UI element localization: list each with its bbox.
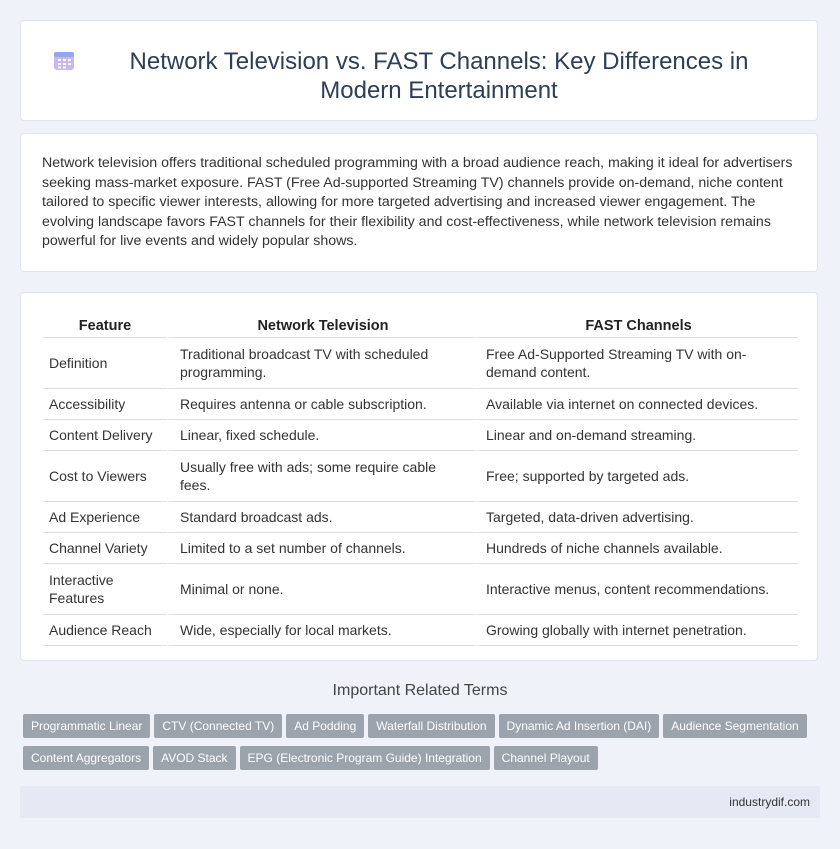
column-header-fast: FAST Channels — [476, 315, 798, 338]
table-row — [43, 502, 798, 533]
table-row — [43, 389, 798, 420]
term-tag[interactable]: Ad Podding — [286, 714, 364, 738]
term-tag[interactable]: Content Aggregators — [23, 746, 149, 770]
table-cell: Requires antenna or cable subscription. — [167, 389, 476, 420]
table-cell: Ad Experience — [43, 502, 167, 533]
table-row — [43, 420, 798, 451]
comparison-card — [20, 292, 818, 661]
table-row — [43, 451, 798, 502]
table-cell: Limited to a set number of channels. — [167, 533, 476, 564]
related-terms-heading: Important Related Terms — [332, 682, 508, 699]
table-cell: Targeted, data-driven advertising. — [476, 502, 798, 533]
table-cell: Cost to Viewers — [43, 451, 167, 502]
term-tag[interactable]: Programmatic Linear — [23, 714, 150, 738]
term-tag[interactable]: Dynamic Ad Insertion (DAI) — [499, 714, 660, 738]
table-cell: Content Delivery — [43, 420, 167, 451]
table-row — [43, 564, 798, 615]
footer-site-link[interactable]: industrydif.com — [729, 795, 810, 809]
table-cell: Definition — [43, 338, 167, 389]
column-header-feature: Feature — [43, 315, 167, 338]
table-cell: Hundreds of niche channels available. — [476, 533, 798, 564]
term-tag[interactable]: Channel Playout — [494, 746, 598, 770]
intro-text: Network television offers traditional scheduled programming with a broad audience reach, making it ideal for advertisers seeking mass-market exposure. FAST (Free Ad-supported Streaming TV) channels provide on-demand, niche content tailored to specific viewer interests, allowing for more targeted advertising and increased viewer engagement. The evolving landscape favors FAST channels for their flexibility and cost-effectiveness, while network television remains powerful for live events and widely popular shows. — [42, 155, 793, 249]
table-cell: Channel Variety — [43, 533, 167, 564]
title-card — [20, 20, 818, 121]
term-tag[interactable]: EPG (Electronic Program Guide) Integration — [240, 746, 490, 770]
table-row — [43, 533, 798, 564]
table-cell: Free Ad-Supported Streaming TV with on-demand content. — [476, 338, 798, 389]
page-title: Network Television vs. FAST Channels: Key Differences in Modern Entertainment — [129, 48, 749, 104]
table-cell: Audience Reach — [43, 615, 167, 646]
table-cell: Standard broadcast ads. — [167, 502, 476, 533]
table-cell: Wide, especially for local markets. — [167, 615, 476, 646]
table-cell: Linear and on-demand streaming. — [476, 420, 798, 451]
comparison-table — [43, 315, 798, 646]
table-cell: Usually free with ads; some require cable fees. — [167, 451, 476, 502]
term-tag[interactable]: AVOD Stack — [153, 746, 235, 770]
table-cell: Traditional broadcast TV with scheduled programming. — [167, 338, 476, 389]
table-cell: Free; supported by targeted ads. — [476, 451, 798, 502]
table-cell: Minimal or none. — [167, 564, 476, 615]
table-row — [43, 338, 798, 389]
intro-card — [20, 133, 818, 272]
table-row — [43, 615, 798, 646]
table-cell: Available via internet on connected devices. — [476, 389, 798, 420]
table-cell: Linear, fixed schedule. — [167, 420, 476, 451]
term-tag[interactable]: Waterfall Distribution — [368, 714, 494, 738]
table-cell: Interactive Features — [43, 564, 167, 615]
related-terms-list — [23, 714, 823, 778]
column-header-network: Network Television — [167, 315, 476, 338]
footer — [20, 786, 820, 818]
table-cell: Growing globally with internet penetration. — [476, 615, 798, 646]
term-tag[interactable]: CTV (Connected TV) — [154, 714, 282, 738]
table-cell: Accessibility — [43, 389, 167, 420]
term-tag[interactable]: Audience Segmentation — [663, 714, 806, 738]
table-cell: Interactive menus, content recommendations. — [476, 564, 798, 615]
